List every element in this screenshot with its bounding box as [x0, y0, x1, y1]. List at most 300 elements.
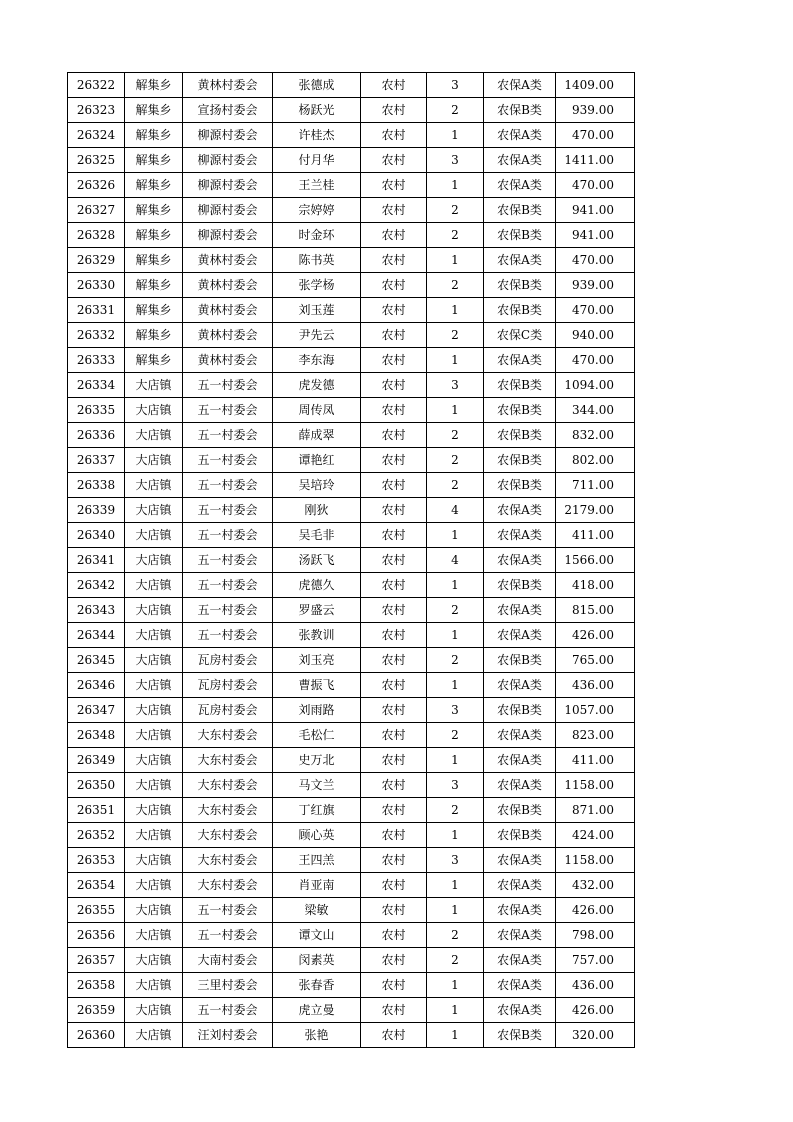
village-cell: 大东村委会: [183, 873, 273, 898]
category-cell: 农保A类: [484, 498, 556, 523]
town-cell: 大店镇: [125, 948, 183, 973]
type-cell: 农村: [361, 273, 427, 298]
type-cell: 农村: [361, 623, 427, 648]
amount-cell: 470.00: [556, 248, 635, 273]
name-cell: 虎德久: [273, 573, 361, 598]
amount-cell: 765.00: [556, 648, 635, 673]
type-cell: 农村: [361, 548, 427, 573]
name-cell: 许桂杰: [273, 123, 361, 148]
type-cell: 农村: [361, 673, 427, 698]
id-cell: 26346: [68, 673, 125, 698]
amount-cell: 411.00: [556, 523, 635, 548]
table-row: [68, 123, 635, 148]
count-cell: 2: [427, 648, 484, 673]
id-cell: 26329: [68, 248, 125, 273]
name-cell: 王四羔: [273, 848, 361, 873]
type-cell: 农村: [361, 698, 427, 723]
count-cell: 1: [427, 123, 484, 148]
table-row: [68, 773, 635, 798]
town-cell: 大店镇: [125, 548, 183, 573]
amount-cell: 432.00: [556, 873, 635, 898]
town-cell: 大店镇: [125, 598, 183, 623]
village-cell: 黄林村委会: [183, 73, 273, 98]
type-cell: 农村: [361, 298, 427, 323]
name-cell: 尹先云: [273, 323, 361, 348]
name-cell: 闵素英: [273, 948, 361, 973]
town-cell: 解集乡: [125, 223, 183, 248]
name-cell: 张教训: [273, 623, 361, 648]
town-cell: 大店镇: [125, 573, 183, 598]
amount-cell: 1158.00: [556, 773, 635, 798]
id-cell: 26354: [68, 873, 125, 898]
type-cell: 农村: [361, 873, 427, 898]
category-cell: 农保A类: [484, 348, 556, 373]
amount-cell: 832.00: [556, 423, 635, 448]
town-cell: 解集乡: [125, 298, 183, 323]
type-cell: 农村: [361, 898, 427, 923]
id-cell: 26331: [68, 298, 125, 323]
table-row: [68, 298, 635, 323]
amount-cell: 436.00: [556, 973, 635, 998]
count-cell: 1: [427, 248, 484, 273]
id-cell: 26337: [68, 448, 125, 473]
category-cell: 农保A类: [484, 773, 556, 798]
table-row: [68, 1023, 635, 1048]
name-cell: 顾心英: [273, 823, 361, 848]
type-cell: 农村: [361, 998, 427, 1023]
table-row: [68, 498, 635, 523]
town-cell: 大店镇: [125, 523, 183, 548]
amount-cell: 939.00: [556, 98, 635, 123]
count-cell: 4: [427, 498, 484, 523]
table-row: [68, 923, 635, 948]
town-cell: 大店镇: [125, 698, 183, 723]
table-row: [68, 223, 635, 248]
village-cell: 大东村委会: [183, 748, 273, 773]
category-cell: 农保A类: [484, 623, 556, 648]
table-row: [68, 173, 635, 198]
id-cell: 26351: [68, 798, 125, 823]
type-cell: 农村: [361, 173, 427, 198]
type-cell: 农村: [361, 498, 427, 523]
id-cell: 26357: [68, 948, 125, 973]
count-cell: 2: [427, 323, 484, 348]
name-cell: 梁敏: [273, 898, 361, 923]
village-cell: 五一村委会: [183, 548, 273, 573]
id-cell: 26359: [68, 998, 125, 1023]
category-cell: 农保A类: [484, 673, 556, 698]
type-cell: 农村: [361, 1023, 427, 1048]
id-cell: 26347: [68, 698, 125, 723]
name-cell: 谭艳红: [273, 448, 361, 473]
type-cell: 农村: [361, 523, 427, 548]
count-cell: 1: [427, 573, 484, 598]
category-cell: 农保B类: [484, 573, 556, 598]
village-cell: 五一村委会: [183, 898, 273, 923]
amount-cell: 411.00: [556, 748, 635, 773]
id-cell: 26345: [68, 648, 125, 673]
town-cell: 大店镇: [125, 973, 183, 998]
count-cell: 2: [427, 198, 484, 223]
table-row: [68, 748, 635, 773]
amount-cell: 871.00: [556, 798, 635, 823]
amount-cell: 1411.00: [556, 148, 635, 173]
count-cell: 1: [427, 523, 484, 548]
name-cell: 王兰桂: [273, 173, 361, 198]
count-cell: 2: [427, 223, 484, 248]
category-cell: 农保B类: [484, 448, 556, 473]
amount-cell: 2179.00: [556, 498, 635, 523]
count-cell: 3: [427, 73, 484, 98]
type-cell: 农村: [361, 573, 427, 598]
count-cell: 2: [427, 923, 484, 948]
category-cell: 农保B类: [484, 398, 556, 423]
id-cell: 26344: [68, 623, 125, 648]
name-cell: 时金环: [273, 223, 361, 248]
count-cell: 1: [427, 748, 484, 773]
category-cell: 农保A类: [484, 123, 556, 148]
village-cell: 大东村委会: [183, 823, 273, 848]
id-cell: 26342: [68, 573, 125, 598]
village-cell: 黄林村委会: [183, 248, 273, 273]
count-cell: 2: [427, 598, 484, 623]
village-cell: 瓦房村委会: [183, 648, 273, 673]
amount-cell: 1409.00: [556, 73, 635, 98]
village-cell: 五一村委会: [183, 998, 273, 1023]
amount-cell: 320.00: [556, 1023, 635, 1048]
id-cell: 26335: [68, 398, 125, 423]
village-cell: 柳源村委会: [183, 123, 273, 148]
id-cell: 26343: [68, 598, 125, 623]
id-cell: 26340: [68, 523, 125, 548]
id-cell: 26336: [68, 423, 125, 448]
count-cell: 1: [427, 398, 484, 423]
count-cell: 3: [427, 698, 484, 723]
village-cell: 五一村委会: [183, 473, 273, 498]
town-cell: 大店镇: [125, 623, 183, 648]
name-cell: 谭文山: [273, 923, 361, 948]
type-cell: 农村: [361, 73, 427, 98]
category-cell: 农保B类: [484, 198, 556, 223]
count-cell: 1: [427, 998, 484, 1023]
table-row: [68, 423, 635, 448]
type-cell: 农村: [361, 373, 427, 398]
town-cell: 大店镇: [125, 798, 183, 823]
town-cell: 大店镇: [125, 998, 183, 1023]
town-cell: 大店镇: [125, 1023, 183, 1048]
count-cell: 1: [427, 348, 484, 373]
name-cell: 张艳: [273, 1023, 361, 1048]
type-cell: 农村: [361, 648, 427, 673]
name-cell: 宗婷婷: [273, 198, 361, 223]
town-cell: 大店镇: [125, 923, 183, 948]
town-cell: 大店镇: [125, 473, 183, 498]
amount-cell: 823.00: [556, 723, 635, 748]
table-row: [68, 673, 635, 698]
id-cell: 26334: [68, 373, 125, 398]
name-cell: 史万北: [273, 748, 361, 773]
name-cell: 虎发德: [273, 373, 361, 398]
amount-cell: 939.00: [556, 273, 635, 298]
id-cell: 26325: [68, 148, 125, 173]
table-row: [68, 148, 635, 173]
table-row: [68, 898, 635, 923]
amount-cell: 470.00: [556, 123, 635, 148]
category-cell: 农保A类: [484, 923, 556, 948]
id-cell: 26352: [68, 823, 125, 848]
table-row: [68, 798, 635, 823]
amount-cell: 941.00: [556, 198, 635, 223]
category-cell: 农保B类: [484, 273, 556, 298]
village-cell: 五一村委会: [183, 498, 273, 523]
count-cell: 3: [427, 848, 484, 873]
count-cell: 2: [427, 98, 484, 123]
name-cell: 薛成翠: [273, 423, 361, 448]
amount-cell: 426.00: [556, 898, 635, 923]
amount-cell: 940.00: [556, 323, 635, 348]
village-cell: 柳源村委会: [183, 223, 273, 248]
category-cell: 农保B类: [484, 473, 556, 498]
town-cell: 大店镇: [125, 373, 183, 398]
table-row: [68, 623, 635, 648]
table-row: [68, 348, 635, 373]
table-row: [68, 198, 635, 223]
town-cell: 解集乡: [125, 273, 183, 298]
count-cell: 1: [427, 1023, 484, 1048]
name-cell: 周传凤: [273, 398, 361, 423]
type-cell: 农村: [361, 598, 427, 623]
type-cell: 农村: [361, 123, 427, 148]
id-cell: 26333: [68, 348, 125, 373]
type-cell: 农村: [361, 323, 427, 348]
amount-cell: 1158.00: [556, 848, 635, 873]
count-cell: 1: [427, 823, 484, 848]
category-cell: 农保A类: [484, 598, 556, 623]
type-cell: 农村: [361, 198, 427, 223]
type-cell: 农村: [361, 748, 427, 773]
name-cell: 刘玉莲: [273, 298, 361, 323]
village-cell: 五一村委会: [183, 923, 273, 948]
type-cell: 农村: [361, 848, 427, 873]
category-cell: 农保B类: [484, 1023, 556, 1048]
town-cell: 解集乡: [125, 323, 183, 348]
id-cell: 26332: [68, 323, 125, 348]
category-cell: 农保B类: [484, 298, 556, 323]
id-cell: 26348: [68, 723, 125, 748]
town-cell: 解集乡: [125, 98, 183, 123]
town-cell: 大店镇: [125, 423, 183, 448]
table-row: [68, 398, 635, 423]
type-cell: 农村: [361, 348, 427, 373]
type-cell: 农村: [361, 723, 427, 748]
town-cell: 大店镇: [125, 848, 183, 873]
name-cell: 吴培玲: [273, 473, 361, 498]
amount-cell: 815.00: [556, 598, 635, 623]
village-cell: 瓦房村委会: [183, 673, 273, 698]
village-cell: 宣扬村委会: [183, 98, 273, 123]
town-cell: 解集乡: [125, 123, 183, 148]
town-cell: 大店镇: [125, 648, 183, 673]
id-cell: 26341: [68, 548, 125, 573]
town-cell: 解集乡: [125, 73, 183, 98]
type-cell: 农村: [361, 948, 427, 973]
table-row: [68, 273, 635, 298]
id-cell: 26322: [68, 73, 125, 98]
village-cell: 五一村委会: [183, 398, 273, 423]
type-cell: 农村: [361, 223, 427, 248]
category-cell: 农保B类: [484, 648, 556, 673]
id-cell: 26338: [68, 473, 125, 498]
table-row: [68, 73, 635, 98]
category-cell: 农保A类: [484, 898, 556, 923]
name-cell: 刚狄: [273, 498, 361, 523]
village-cell: 五一村委会: [183, 373, 273, 398]
category-cell: 农保A类: [484, 73, 556, 98]
table-row: [68, 998, 635, 1023]
town-cell: 大店镇: [125, 673, 183, 698]
category-cell: 农保B类: [484, 698, 556, 723]
table-row: [68, 648, 635, 673]
count-cell: 2: [427, 798, 484, 823]
amount-cell: 436.00: [556, 673, 635, 698]
town-cell: 大店镇: [125, 498, 183, 523]
id-cell: 26349: [68, 748, 125, 773]
category-cell: 农保A类: [484, 973, 556, 998]
village-cell: 五一村委会: [183, 448, 273, 473]
type-cell: 农村: [361, 473, 427, 498]
count-cell: 2: [427, 423, 484, 448]
amount-cell: 470.00: [556, 348, 635, 373]
amount-cell: 1057.00: [556, 698, 635, 723]
category-cell: 农保A类: [484, 173, 556, 198]
village-cell: 大东村委会: [183, 723, 273, 748]
amount-cell: 344.00: [556, 398, 635, 423]
id-cell: 26356: [68, 923, 125, 948]
name-cell: 张春香: [273, 973, 361, 998]
id-cell: 26326: [68, 173, 125, 198]
town-cell: 解集乡: [125, 348, 183, 373]
name-cell: 张德成: [273, 73, 361, 98]
village-cell: 五一村委会: [183, 423, 273, 448]
table-row: [68, 448, 635, 473]
category-cell: 农保A类: [484, 723, 556, 748]
id-cell: 26327: [68, 198, 125, 223]
category-cell: 农保A类: [484, 523, 556, 548]
name-cell: 肖亚南: [273, 873, 361, 898]
count-cell: 1: [427, 623, 484, 648]
amount-cell: 757.00: [556, 948, 635, 973]
town-cell: 大店镇: [125, 773, 183, 798]
town-cell: 大店镇: [125, 723, 183, 748]
table-row: [68, 973, 635, 998]
count-cell: 2: [427, 273, 484, 298]
count-cell: 1: [427, 973, 484, 998]
town-cell: 大店镇: [125, 898, 183, 923]
count-cell: 1: [427, 673, 484, 698]
table-row: [68, 323, 635, 348]
id-cell: 26353: [68, 848, 125, 873]
count-cell: 3: [427, 373, 484, 398]
category-cell: 农保C类: [484, 323, 556, 348]
town-cell: 解集乡: [125, 173, 183, 198]
count-cell: 3: [427, 148, 484, 173]
table-row: [68, 548, 635, 573]
name-cell: 马文兰: [273, 773, 361, 798]
category-cell: 农保A类: [484, 848, 556, 873]
village-cell: 五一村委会: [183, 523, 273, 548]
type-cell: 农村: [361, 773, 427, 798]
table-row: [68, 823, 635, 848]
town-cell: 解集乡: [125, 198, 183, 223]
category-cell: 农保A类: [484, 998, 556, 1023]
town-cell: 大店镇: [125, 748, 183, 773]
id-cell: 26323: [68, 98, 125, 123]
table-row: [68, 873, 635, 898]
table-row: [68, 573, 635, 598]
count-cell: 2: [427, 948, 484, 973]
village-cell: 三里村委会: [183, 973, 273, 998]
village-cell: 汪刘村委会: [183, 1023, 273, 1048]
count-cell: 1: [427, 898, 484, 923]
category-cell: 农保A类: [484, 548, 556, 573]
name-cell: 刘雨路: [273, 698, 361, 723]
table-row: [68, 98, 635, 123]
category-cell: 农保B类: [484, 823, 556, 848]
village-cell: 大东村委会: [183, 773, 273, 798]
village-cell: 黄林村委会: [183, 323, 273, 348]
amount-cell: 426.00: [556, 998, 635, 1023]
town-cell: 大店镇: [125, 448, 183, 473]
table-row: [68, 373, 635, 398]
type-cell: 农村: [361, 98, 427, 123]
count-cell: 2: [427, 448, 484, 473]
amount-cell: 470.00: [556, 173, 635, 198]
category-cell: 农保B类: [484, 223, 556, 248]
count-cell: 1: [427, 173, 484, 198]
count-cell: 2: [427, 473, 484, 498]
type-cell: 农村: [361, 973, 427, 998]
town-cell: 大店镇: [125, 823, 183, 848]
village-cell: 柳源村委会: [183, 173, 273, 198]
data-table: [67, 72, 635, 1048]
count-cell: 4: [427, 548, 484, 573]
name-cell: 丁红旗: [273, 798, 361, 823]
category-cell: 农保A类: [484, 148, 556, 173]
name-cell: 刘玉亮: [273, 648, 361, 673]
town-cell: 大店镇: [125, 873, 183, 898]
id-cell: 26330: [68, 273, 125, 298]
name-cell: 付月华: [273, 148, 361, 173]
town-cell: 解集乡: [125, 248, 183, 273]
category-cell: 农保A类: [484, 948, 556, 973]
amount-cell: 1566.00: [556, 548, 635, 573]
name-cell: 曹振飞: [273, 673, 361, 698]
village-cell: 大东村委会: [183, 848, 273, 873]
amount-cell: 1094.00: [556, 373, 635, 398]
village-cell: 大南村委会: [183, 948, 273, 973]
village-cell: 柳源村委会: [183, 198, 273, 223]
village-cell: 五一村委会: [183, 623, 273, 648]
table-row: [68, 598, 635, 623]
amount-cell: 470.00: [556, 298, 635, 323]
category-cell: 农保A类: [484, 873, 556, 898]
count-cell: 3: [427, 773, 484, 798]
id-cell: 26355: [68, 898, 125, 923]
table-row: [68, 948, 635, 973]
id-cell: 26360: [68, 1023, 125, 1048]
type-cell: 农村: [361, 398, 427, 423]
type-cell: 农村: [361, 448, 427, 473]
